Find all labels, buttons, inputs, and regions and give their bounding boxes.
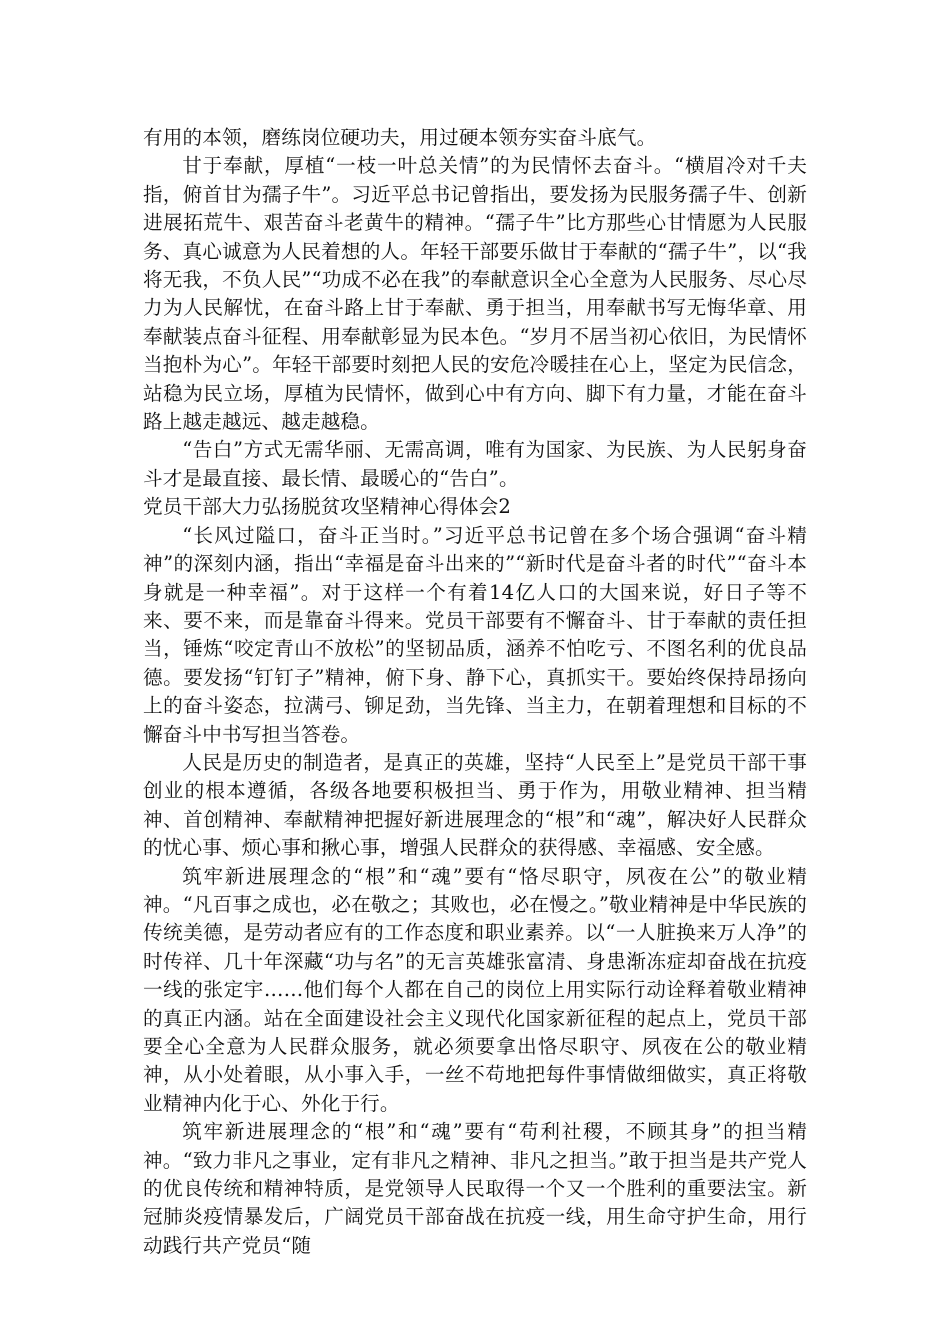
paragraph-responsibility-spirit: 筑牢新进展理念的“根”和“魂”要有“苟利社稷，不顾其身”的担当精神。“致力非凡之事业，定有非凡之精神、非凡之担当。”敢于担当是共产党人的优良传统和精神特质，是党领导人民取得一个又一个胜利的重要法宝。新冠肺炎疫情暴发后，广阔党员干部奋战在抗疫一线，用生命守护生命，用行动践行共产党员“随	[143, 1120, 807, 1257]
paragraph-dedication-spirit: 筑牢新进展理念的“根”和“魂”要有“恪尽职守，夙夜在公”的敬业精神。“凡百事之成也，必在敬之；其败也，必在慢之。”敬业精神是中华民族的传统美德，是劳动者应有的工作态度和职业素养。以“一人脏换来万人净”的时传祥、几十年深藏“功与名”的无言英雄张富清、身患渐冻症却奋战在抗疫一线的张定宇……他们每个人都在自己的岗位上用实际行动诠释着敬业精神的真正内涵。站在全面建设社会主义现代化国家新征程的起点上，党员干部要全心全意为人民群众服务，就必须要拿出恪尽职守、夙夜在公的敬业精神，从小处着眼，从小事入手，一丝不苟地把每件事情做细做实，真正将敬业精神内化于心、外化于行。	[143, 864, 807, 1115]
paragraph-confession: “告白”方式无需华丽、无需高调，唯有为国家、为民族、为人民躬身奋斗才是最直接、最长情、最暖心的“告白”。	[143, 438, 807, 490]
document-body	[143, 124, 807, 1260]
section-heading: 党员干部大力弘扬脱贫攻坚精神心得体会2	[143, 495, 512, 519]
paragraph-struggle-spirit: “长风过隘口，奋斗正当时。”习近平总书记曾在多个场合强调“奋斗精神”的深刻内涵，指出“幸福是奋斗出来的”“新时代是奋斗者的时代”“奋斗本身就是一种幸福”。对于这样一个有着14亿人口的大国来说，好日子等不来、要不来，而是靠奋斗得来。党员干部要有不懈奋斗、甘于奉献的责任担当，锤炼“咬定青山不放松”的坚韧品质，涵养不怕吃亏、不图名利的优良品德。要发扬“钉钉子”精神，俯下身、静下心，真抓实干。要始终保持昂扬向上的奋斗姿态，拉满弓、铆足劲，当先锋、当主力，在朝着理想和目标的不懈奋斗中书写担当答卷。	[143, 523, 807, 746]
paragraph-people-first: 人民是历史的制造者，是真正的英雄，坚持“人民至上”是党员干部干事创业的根本遵循，各级各地要积极担当、勇于作为，用敬业精神、担当精神、首创精神、奉献精神把握好新进展理念的“根”和“魂”，解决好人民群众的忧心事、烦心事和揪心事，增强人民群众的获得感、幸福感、安全感。	[143, 750, 807, 860]
paragraph-dedication: 甘于奉献，厚植“一枝一叶总关情”的为民情怀去奋斗。“横眉冷对千夫指，俯首甘为孺子牛”。习近平总书记曾指出，要发扬为民服务孺子牛、创新进展拓荒牛、艰苦奋斗老黄牛的精神。“孺子牛”比方那些心甘情愿为人民服务、真心诚意为人民着想的人。年轻干部要乐做甘于奉献的“孺子牛”，以“我将无我，不负人民”“功成不必在我”的奉献意识全心全意为人民服务、尽心尽力为人民解忧，在奋斗路上甘于奉献、勇于担当，用奉献书写无悔华章、用奉献装点奋斗征程、用奉献彰显为民本色。“岁月不居当初心依旧，为民情怀当抱朴为心”。年轻干部要时刻把人民的安危冷暖挂在心上，坚定为民信念，站稳为民立场，厚植为民情怀，做到心中有方向、脚下有力量，才能在奋斗路上越走越远、越走越稳。	[143, 154, 807, 434]
paragraph-continuation: 有用的本领，磨练岗位硬功夫，用过硬本领夯实奋斗底气。	[143, 126, 657, 149]
